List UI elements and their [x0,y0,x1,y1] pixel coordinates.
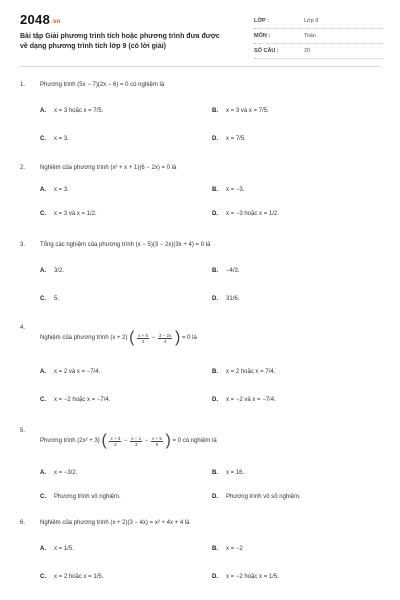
option-text: x = −3 hoặc x = 1/2. [226,211,279,217]
option-text: 3/2. [54,268,65,274]
question-text: Phương trình (5x − 7)(2x − 6) = 0 có nghiệm là [40,82,165,88]
option-c[interactable] [40,211,97,217]
option-label: A. [40,546,46,552]
option-a[interactable] [40,268,64,274]
option-text: 31/6. [226,296,240,302]
option-c[interactable] [40,397,110,403]
document-header [20,12,380,60]
option-text: x = −3. [226,187,245,193]
question-text: Nghiệm của phương trình (x² + x + 1)(6 − 2x) = 0 là [40,165,177,171]
meta-label: SỐ CÂU : [254,48,279,54]
option-b[interactable] [212,369,275,375]
option-d[interactable] [212,211,279,217]
option-text: x = 1/5. [54,546,74,552]
option-label: D. [212,397,218,403]
option-label: C. [40,136,46,142]
option-c[interactable] [40,136,69,142]
header-divider [20,66,380,67]
option-text: −4/3. [226,268,240,274]
question-number: 1. [20,82,26,88]
question-text [40,330,360,346]
option-label: A. [40,268,46,274]
question-text: Nghiệm của phương trình (x + 2)(3 − 4x) = x² + 4x + 4 là [40,520,190,526]
option-a[interactable] [40,187,69,193]
option-label: C. [40,397,46,403]
option-text: x = 3. [54,187,69,193]
option-d[interactable] [212,296,239,302]
option-b[interactable] [212,268,240,274]
option-b[interactable] [212,187,244,193]
option-text: x = 3. [54,136,69,142]
option-label: B. [212,470,218,476]
minus-sign: − [124,438,128,444]
fraction [158,333,172,344]
option-label: B. [212,369,218,375]
option-d[interactable] [212,136,246,142]
option-text: x = 2 và x = −7/4. [54,369,101,375]
fraction [151,436,163,447]
option-label: A. [40,369,46,375]
question-text-pre: Phương trình (2x² + 3) [40,438,100,444]
fraction-denominator: 4 [163,338,167,344]
fraction-denominator: 3 [134,441,138,447]
option-label: B. [212,268,218,274]
option-text: x = 3 và x = 1/2. [54,211,97,217]
option-label: C. [40,574,46,580]
option-label: C. [40,211,46,217]
option-a[interactable] [40,546,74,552]
document-title [20,32,260,52]
option-b[interactable] [212,546,243,552]
question-text-post: = 0 có nghiệm là [172,438,217,444]
question-number: 6. [20,520,26,526]
fraction-denominator: 2 [114,441,117,447]
meta-row-count [254,44,384,59]
option-label: A. [40,470,46,476]
meta-row-class [254,14,384,29]
fraction-denominator: 6 [155,441,159,447]
option-text: x = −2 [226,546,243,552]
option-d[interactable] [212,397,276,403]
close-paren: ) [165,432,171,449]
option-text: Phương trình vô nghiệm. [54,494,121,500]
option-text: x = −3/2. [54,470,78,476]
meta-label: LỚP : [254,18,269,24]
option-text: x = 2 hoặc x = 7/4. [226,369,276,375]
brand-logo[interactable] [20,12,61,27]
option-label: C. [40,494,46,500]
minus-sign: − [144,438,149,444]
open-paren: ( [101,432,107,449]
option-text: x = −2 hoặc x = 1/5. [226,574,279,580]
question-number: 5. [20,428,26,434]
fraction-denominator: 2 [141,338,145,344]
option-d[interactable] [212,574,279,580]
option-text: x = 3 và x = 7/5. [226,108,269,114]
minus-sign: − [151,335,156,341]
question-number: 3. [20,242,26,248]
option-c[interactable] [40,494,121,500]
option-label: B. [212,187,218,193]
option-text: x = −2 hoặc x = −7/4. [54,397,111,403]
option-label: D. [212,136,218,142]
document-title-line-2: về dạng phương trình tích lớp 9 (có lời giải) [20,43,167,50]
option-text: x = 16. [226,470,245,476]
fraction-numerator: x − 1 [131,435,142,441]
meta-label: MÔN : [254,33,271,39]
option-label: C. [40,296,46,302]
close-paren: ) [174,329,181,346]
fraction-numerator: x + 3 [110,435,121,441]
option-label: D. [212,494,218,500]
brand-suffix: .vn [51,19,61,25]
meta-value: 20 [304,48,311,54]
option-text: Phương trình vô số nghiệm. [226,494,301,500]
option-text: x = 3 hoặc x = 7/5. [54,108,104,114]
option-text: 5. [54,296,60,302]
fraction-numerator: 3 − 2x [158,332,172,338]
question-text: Tổng các nghiệm của phương trình (x − 5)(3 − 2x)(3x + 4) = 0 là [40,242,211,248]
option-label: A. [40,108,46,114]
fraction [137,333,149,344]
option-b[interactable] [212,470,244,476]
question-text-pre: Nghiệm của phương trình (x + 2) [40,335,128,341]
option-label: D. [212,211,218,217]
meta-row-subject [254,29,384,44]
brand-name: 2048 [20,12,51,27]
fraction [130,436,142,447]
meta-value: Toán [304,33,316,39]
fraction-numerator: x + 5 [151,435,162,441]
option-c[interactable] [40,296,59,302]
option-label: D. [212,574,218,580]
document-title-line-1: Bài tập Giải phương trình tích hoặc phương trình đưa được [20,33,220,40]
option-a[interactable] [40,108,103,114]
question-text [40,433,360,449]
question-number: 2. [20,165,26,171]
option-label: B. [212,546,218,552]
open-paren: ( [129,329,135,346]
document-meta [254,14,384,59]
fraction-numerator: x + 5 [138,332,149,338]
option-label: D. [212,296,218,302]
option-a[interactable] [40,369,100,375]
option-text: x = 2 hoặc x = 1/5. [54,574,104,580]
option-d[interactable] [212,494,301,500]
meta-value: Lớp 9 [304,18,319,24]
option-c[interactable] [40,574,103,580]
option-a[interactable] [40,470,77,476]
option-text: x = −2 và x = −7/4. [226,397,276,403]
option-label: A. [40,187,46,193]
option-label: B. [212,108,218,114]
option-text: x = 7/5. [226,136,246,142]
question-number: 4. [20,325,26,331]
option-b[interactable] [212,108,269,114]
question-text-post: = 0 là [181,335,197,341]
fraction [109,436,121,447]
